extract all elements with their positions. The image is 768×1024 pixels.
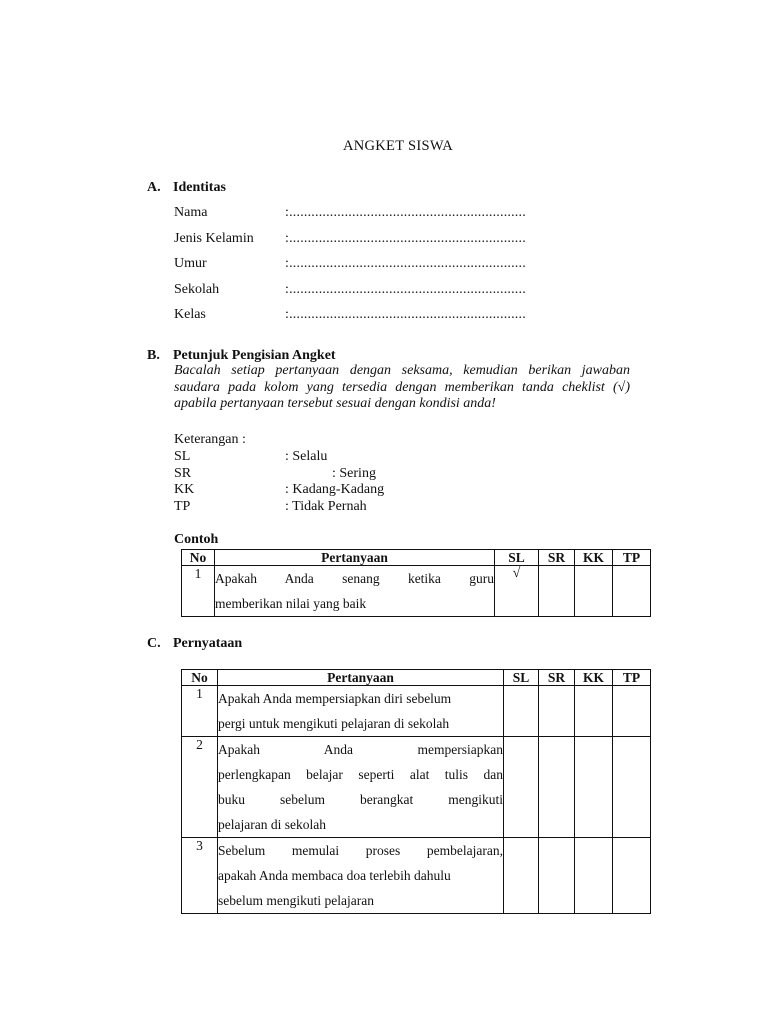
legend-key-sr: SR bbox=[174, 466, 192, 481]
answer-cell-sl[interactable] bbox=[504, 838, 539, 914]
field-label-jenis-kelamin: Jenis Kelamin bbox=[174, 231, 254, 246]
question-line: Apakah Anda mempersiapkan bbox=[218, 742, 503, 757]
question-line: buku sebelum berangkat mengikuti bbox=[218, 792, 503, 807]
column-header-kk: KK bbox=[575, 550, 613, 566]
answer-cell-sr[interactable] bbox=[539, 838, 575, 914]
section-c-heading bbox=[147, 636, 242, 652]
example-table bbox=[181, 549, 651, 617]
answer-cell-tp[interactable] bbox=[613, 686, 651, 737]
legend-key-tp: TP bbox=[174, 499, 191, 514]
instruction-line: Bacalah setiap pertanyaan dengan seksama, kemudian berikan jawaban bbox=[174, 363, 630, 378]
field-blank-umur[interactable]: :................................................................ bbox=[285, 256, 526, 271]
field-label-umur: Umur bbox=[174, 256, 207, 271]
answer-cell-kk[interactable] bbox=[575, 737, 613, 838]
column-header-pertanyaan: Pertanyaan bbox=[218, 670, 504, 686]
checkmark-cell-sr bbox=[539, 566, 575, 617]
answer-cell-kk[interactable] bbox=[575, 686, 613, 737]
row-number: 2 bbox=[182, 737, 218, 838]
legend-heading: Keterangan : bbox=[174, 432, 246, 447]
checkmark-cell-tp bbox=[613, 566, 651, 617]
row-number: 1 bbox=[182, 686, 218, 737]
column-header-no: No bbox=[182, 550, 215, 566]
instructions-paragraph bbox=[174, 363, 630, 413]
field-blank-sekolah[interactable]: :................................................................ bbox=[285, 282, 526, 297]
section-b-title: Petunjuk Pengisian Angket bbox=[173, 348, 336, 363]
statements-table bbox=[181, 669, 651, 914]
section-c-letter: C. bbox=[147, 636, 161, 651]
answer-cell-sl[interactable] bbox=[504, 737, 539, 838]
question-line: sebelum mengikuti pelajaran bbox=[218, 893, 374, 908]
question-cell bbox=[218, 686, 504, 737]
table-row bbox=[182, 838, 651, 914]
column-header-tp: TP bbox=[613, 670, 651, 686]
legend-value-tp: : Tidak Pernah bbox=[285, 499, 367, 514]
section-b-letter: B. bbox=[147, 348, 160, 363]
answer-cell-tp[interactable] bbox=[613, 838, 651, 914]
checkmark-cell-sl: √ bbox=[495, 566, 539, 617]
question-line: Apakah Anda mempersiapkan diri sebelum bbox=[218, 691, 452, 706]
field-label-nama: Nama bbox=[174, 205, 208, 220]
question-cell bbox=[218, 737, 504, 838]
section-a-heading bbox=[147, 180, 226, 196]
legend-value-kk: : Kadang-Kadang bbox=[285, 482, 385, 497]
question-line: pergi untuk mengikuti pelajaran di sekolah bbox=[218, 716, 450, 731]
field-blank-jenis-kelamin[interactable]: :................................................................ bbox=[285, 231, 526, 246]
question-cell bbox=[215, 566, 495, 617]
column-header-no: No bbox=[182, 670, 218, 686]
section-c-title: Pernyataan bbox=[173, 636, 243, 651]
row-number: 1 bbox=[182, 566, 215, 617]
table-row bbox=[182, 686, 651, 737]
answer-cell-kk[interactable] bbox=[575, 838, 613, 914]
field-blank-nama[interactable]: :................................................................ bbox=[285, 205, 526, 220]
question-line: apakah Anda membaca doa terlebih dahulu bbox=[218, 868, 451, 883]
checkmark-cell-kk bbox=[575, 566, 613, 617]
legend-value-sl: : Selalu bbox=[285, 449, 328, 464]
column-header-sl: SL bbox=[504, 670, 539, 686]
column-header-tp: TP bbox=[613, 550, 651, 566]
column-header-pertanyaan: Pertanyaan bbox=[215, 550, 495, 566]
table-row bbox=[182, 737, 651, 838]
statements-table-header-row bbox=[182, 670, 651, 686]
question-line: Apakah Anda senang ketika guru bbox=[215, 571, 494, 586]
field-label-kelas: Kelas bbox=[174, 307, 206, 322]
column-header-sl: SL bbox=[495, 550, 539, 566]
example-heading: Contoh bbox=[174, 532, 219, 547]
question-line: Sebelum memulai proses pembelajaran, bbox=[218, 843, 503, 858]
answer-cell-sr[interactable] bbox=[539, 686, 575, 737]
section-a-letter: A. bbox=[147, 180, 161, 195]
answer-cell-sr[interactable] bbox=[539, 737, 575, 838]
section-a-title: Identitas bbox=[173, 180, 226, 195]
column-header-sr: SR bbox=[539, 670, 575, 686]
table-row bbox=[182, 566, 651, 617]
question-line: memberikan nilai yang baik bbox=[215, 596, 367, 611]
column-header-sr: SR bbox=[539, 550, 575, 566]
legend-key-kk: KK bbox=[174, 482, 195, 497]
field-label-sekolah: Sekolah bbox=[174, 282, 220, 297]
answer-cell-sl[interactable] bbox=[504, 686, 539, 737]
legend-value-sr: : Sering bbox=[332, 466, 376, 481]
section-b-heading bbox=[147, 348, 336, 364]
instruction-line: apabila pertanyaan tersebut sesuai dengan kondisi anda! bbox=[174, 396, 496, 412]
field-blank-kelas[interactable]: :................................................................ bbox=[285, 307, 526, 322]
row-number: 3 bbox=[182, 838, 218, 914]
question-cell bbox=[218, 838, 504, 914]
legend-key-sl: SL bbox=[174, 449, 191, 464]
question-line: pelajaran di sekolah bbox=[218, 817, 326, 832]
page-title: ANGKET SISWA bbox=[342, 138, 454, 154]
column-header-kk: KK bbox=[575, 670, 613, 686]
instruction-line: saudara pada kolom yang tersedia dengan memberikan tanda cheklist (√) bbox=[174, 379, 630, 395]
question-line: perlengkapan belajar seperti alat tulis dan bbox=[218, 767, 503, 782]
answer-cell-tp[interactable] bbox=[613, 737, 651, 838]
example-table-header-row bbox=[182, 550, 651, 566]
